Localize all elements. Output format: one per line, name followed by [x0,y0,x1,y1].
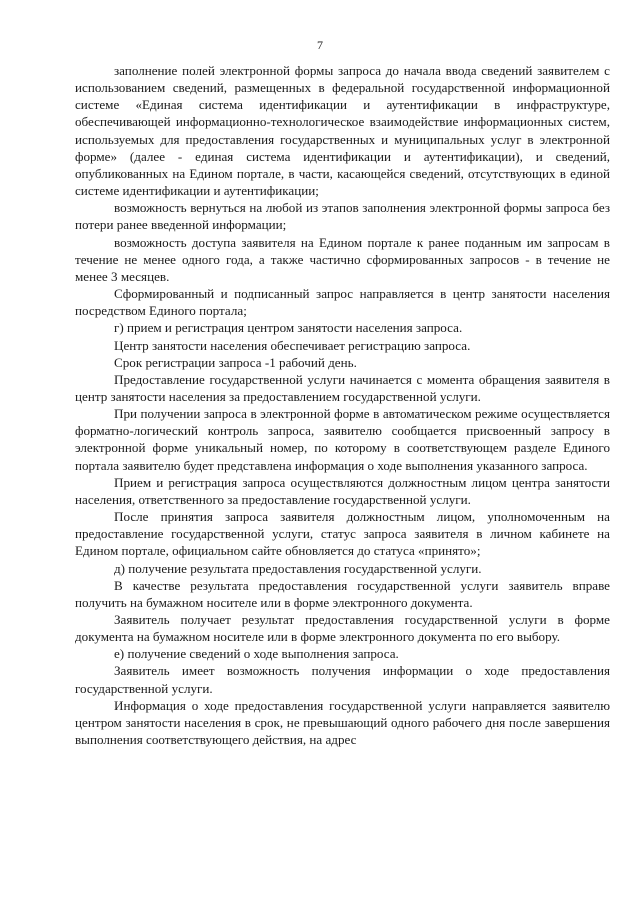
paragraph: е) получение сведений о ходе выполнения запроса. [114,646,399,662]
paragraph: Центр занятости населения обеспечивает регистрацию запроса. [114,337,471,353]
paragraph: Предоставление государственной услуги начинается с момента обращения заявителя в центр занятости населения за предоставлением государственной услуги. [75,371,610,404]
paragraph: При получении запроса в электронной форме в автоматическом режиме осуществляется форматно-логический контроль запроса, заявителю сообщается присвоенный запросу в электронной форме уникальный номер, по которому в соответствующем разделе Единого портала заявителю будет представлена информация о ходе выполнения указанного запроса. [75,406,610,473]
paragraph: возможность вернуться на любой из этапов заполнения электронной формы запроса без потери ранее введенной информации; [75,200,610,233]
paragraph: возможность доступа заявителя на Едином портале к ранее поданным им запросам в течение не менее одного года, а также частично сформированных запросов - в течение не менее 3 месяцев. [75,234,610,284]
paragraph: заполнение полей электронной формы запроса до начала ввода сведений заявителем с использованием сведений, размещенных в федеральной государственной информационной системе «Единая система идентификации и аутентификации в инфраструктуре, обеспечивающей информационно-технологическое взаимодействие информационных систем, используемых для предоставления государственных и муниципальных услуг в электронной форме» (далее - единая система идентификации и аутентификации), и сведений, опубликованных на Едином портале, в части, касающейся сведений, отсутствующих в единой системе идентификации и аутентификации; [75,63,610,199]
paragraph: Сформированный и подписанный запрос направляется в центр занятости населения посредством Единого портала; [75,286,610,319]
paragraph: Прием и регистрация запроса осуществляются должностным лицом центра занятости населения, ответственного за предоставление государственной услуги. [75,474,610,507]
page-number: 7 [317,38,323,52]
paragraph: В качестве результата предоставления государственной услуги заявитель вправе получить на бумажном носителе или в форме электронного документа. [75,577,610,610]
paragraph: д) получение результата предоставления государственной услуги. [114,560,482,576]
paragraph: г) прием и регистрация центром занятости населения запроса. [114,320,463,336]
paragraph: Заявитель получает результат предоставления государственной услуги в форме документа на бумажном носителе или в форме электронного документа по его выбору. [75,612,610,645]
paragraph: Срок регистрации запроса -1 рабочий день. [114,354,357,370]
paragraph: Заявитель имеет возможность получения информации о ходе предоставления государственной услуги. [75,663,610,696]
paragraph: Информация о ходе предоставления государственной услуги направляется заявителю центром занятости населения в срок, не превышающий одного рабочего дня после завершения выполнения соответствующего действия, на адрес [75,697,610,748]
paragraph: После принятия запроса заявителя должностным лицом, уполномоченным на предоставление государственной услуги, статус запроса заявителя в личном кабинете на Едином портале, официальном сайте обновляется до статуса «принято»; [75,509,610,559]
document-body [75,62,610,748]
